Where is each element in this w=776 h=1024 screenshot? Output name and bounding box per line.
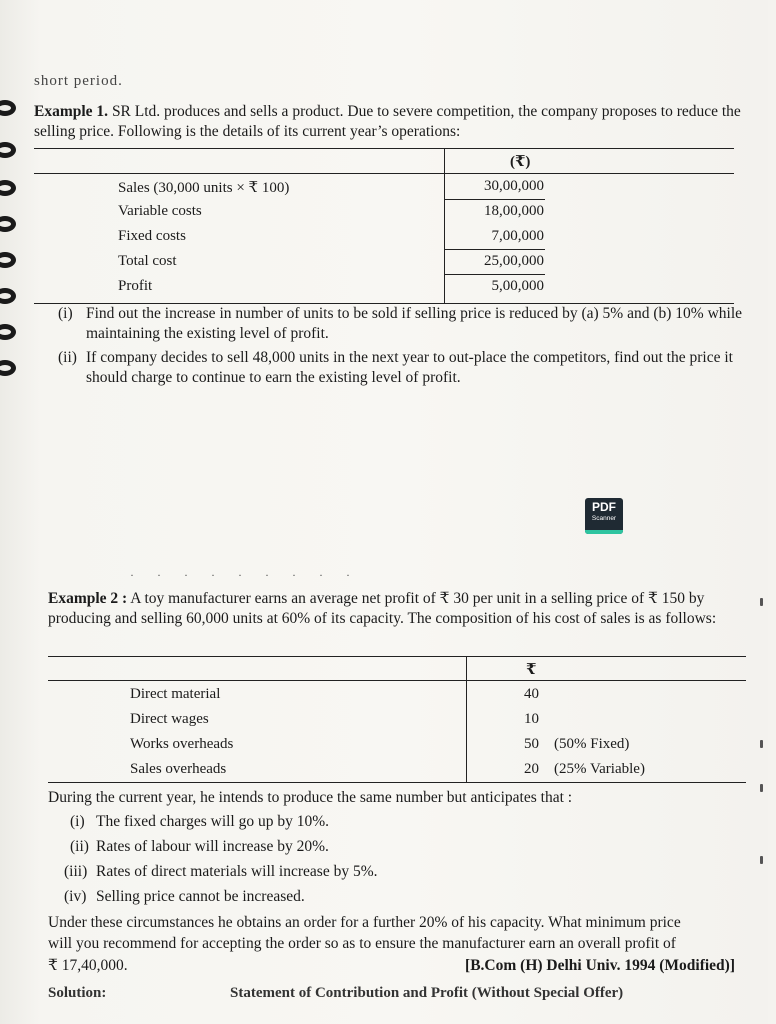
table-row-label: Works overheads [130, 736, 234, 752]
page-edge-mark [760, 598, 763, 606]
table-row-label: Direct material [130, 686, 221, 702]
example2-heading: Example 2 : [48, 590, 128, 607]
pdf-scanner-logo: PDF Scanner [585, 498, 623, 534]
example1-intro [34, 102, 744, 142]
binding-ring [0, 360, 16, 376]
binding-ring [0, 100, 16, 116]
currency-header: ₹ [526, 662, 537, 678]
page-edge-mark [760, 784, 763, 792]
example2-closing-line: will you recommend for accepting the order so as to ensure the manufacturer earn an overall profit of [48, 935, 676, 952]
binding-ring [0, 288, 16, 304]
example2-closing-line: ₹ 17,40,000. [48, 957, 128, 974]
example2-lead: During the current year, he intends to produce the same number but anticipates that : [48, 789, 573, 806]
table-row-label: Sales overheads [130, 761, 227, 777]
page-edge-mark [760, 856, 763, 864]
question-number: (ii) [58, 349, 77, 366]
condition-item [70, 837, 329, 857]
statement-title: Statement of Contribution and Profit (Without Special Offer) [230, 985, 624, 1001]
table-row-value: 40 [524, 686, 539, 702]
table-row-label: Fixed costs [118, 228, 186, 244]
page-edge-mark [760, 740, 763, 748]
question-item [58, 304, 776, 344]
currency-header: (₹) [510, 154, 531, 170]
table-row-note: (50% Fixed) [554, 736, 630, 752]
example2-closing-line: Under these circumstances he obtains an order for a further 20% of his capacity. What minimum price [48, 914, 681, 931]
table-row-value: 50 [524, 736, 539, 752]
condition-item [70, 812, 329, 832]
cut-off-bottom-line [48, 984, 708, 1001]
binding-ring [0, 142, 16, 158]
table-row-value: 25,00,000 [484, 253, 544, 269]
table-row-value: 10 [524, 711, 539, 727]
table-row-value: 7,00,000 [491, 228, 544, 244]
condition-text: Rates of labour will increase by 20%. [96, 838, 329, 855]
example2-intro-text: A toy manufacturer earns an average net profit of ₹ 30 per unit in a selling price of ₹ 150 by producing and selling 60,000 units at 60% of its capacity. The composition of his cost of sales is as follows: [48, 590, 717, 627]
binding-ring [0, 216, 16, 232]
example1-intro-text: SR Ltd. produces and sells a product. Due to severe competition, the company proposes to reduce the selling price. Following is the details of its current year’s operations: [34, 103, 741, 140]
condition-number: (i) [70, 813, 85, 830]
condition-item [64, 887, 305, 907]
condition-item [64, 862, 377, 882]
binding-ring [0, 252, 16, 268]
table-row-label: Profit [118, 278, 153, 294]
example2-closing-row [48, 956, 753, 976]
example1-heading: Example 1. [34, 103, 109, 120]
condition-number: (iv) [64, 888, 87, 905]
table-row-value: 30,00,000 [484, 178, 544, 194]
condition-text: Selling price cannot be increased. [96, 888, 305, 905]
table-row-label: Variable costs [118, 203, 202, 219]
question-text: Find out the increase in number of units to be sold if selling price is reduced by (a) 5% and (b) 10% while maintaining the existing level of profit. [86, 305, 743, 342]
example1-table [34, 148, 734, 304]
question-item [58, 348, 776, 388]
condition-number: (iii) [64, 863, 88, 880]
condition-text: The fixed charges will go up by 10%. [96, 813, 330, 830]
solution-label: Solution: [48, 985, 107, 1001]
cut-off-fragment: · · · · · · · · · [130, 568, 360, 582]
example2-intro [48, 589, 753, 629]
table-row-label: Total cost [118, 253, 177, 269]
question-number: (i) [58, 305, 73, 322]
condition-text: Rates of direct materials will increase by 5%. [96, 863, 378, 880]
binding-ring [0, 180, 16, 196]
table-row-label: Sales (30,000 units × ₹ 100) [118, 180, 290, 196]
example2-table [48, 656, 746, 783]
table-row-note: (25% Variable) [554, 761, 645, 777]
table-row-label: Direct wages [130, 711, 209, 727]
condition-number: (ii) [70, 838, 89, 855]
table-row-value: 5,00,000 [491, 278, 544, 294]
table-row-value: 20 [524, 761, 539, 777]
question-text: If company decides to sell 48,000 units in the next year to out-place the competitors, find out the price it should charge to continue to earn the existing level of profit. [86, 349, 733, 386]
source-reference: [B.Com (H) Delhi Univ. 1994 (Modified)] [465, 957, 735, 974]
cut-off-top-line: short period. [34, 73, 123, 89]
table-row-value: 18,00,000 [484, 203, 544, 219]
binding-ring [0, 324, 16, 340]
